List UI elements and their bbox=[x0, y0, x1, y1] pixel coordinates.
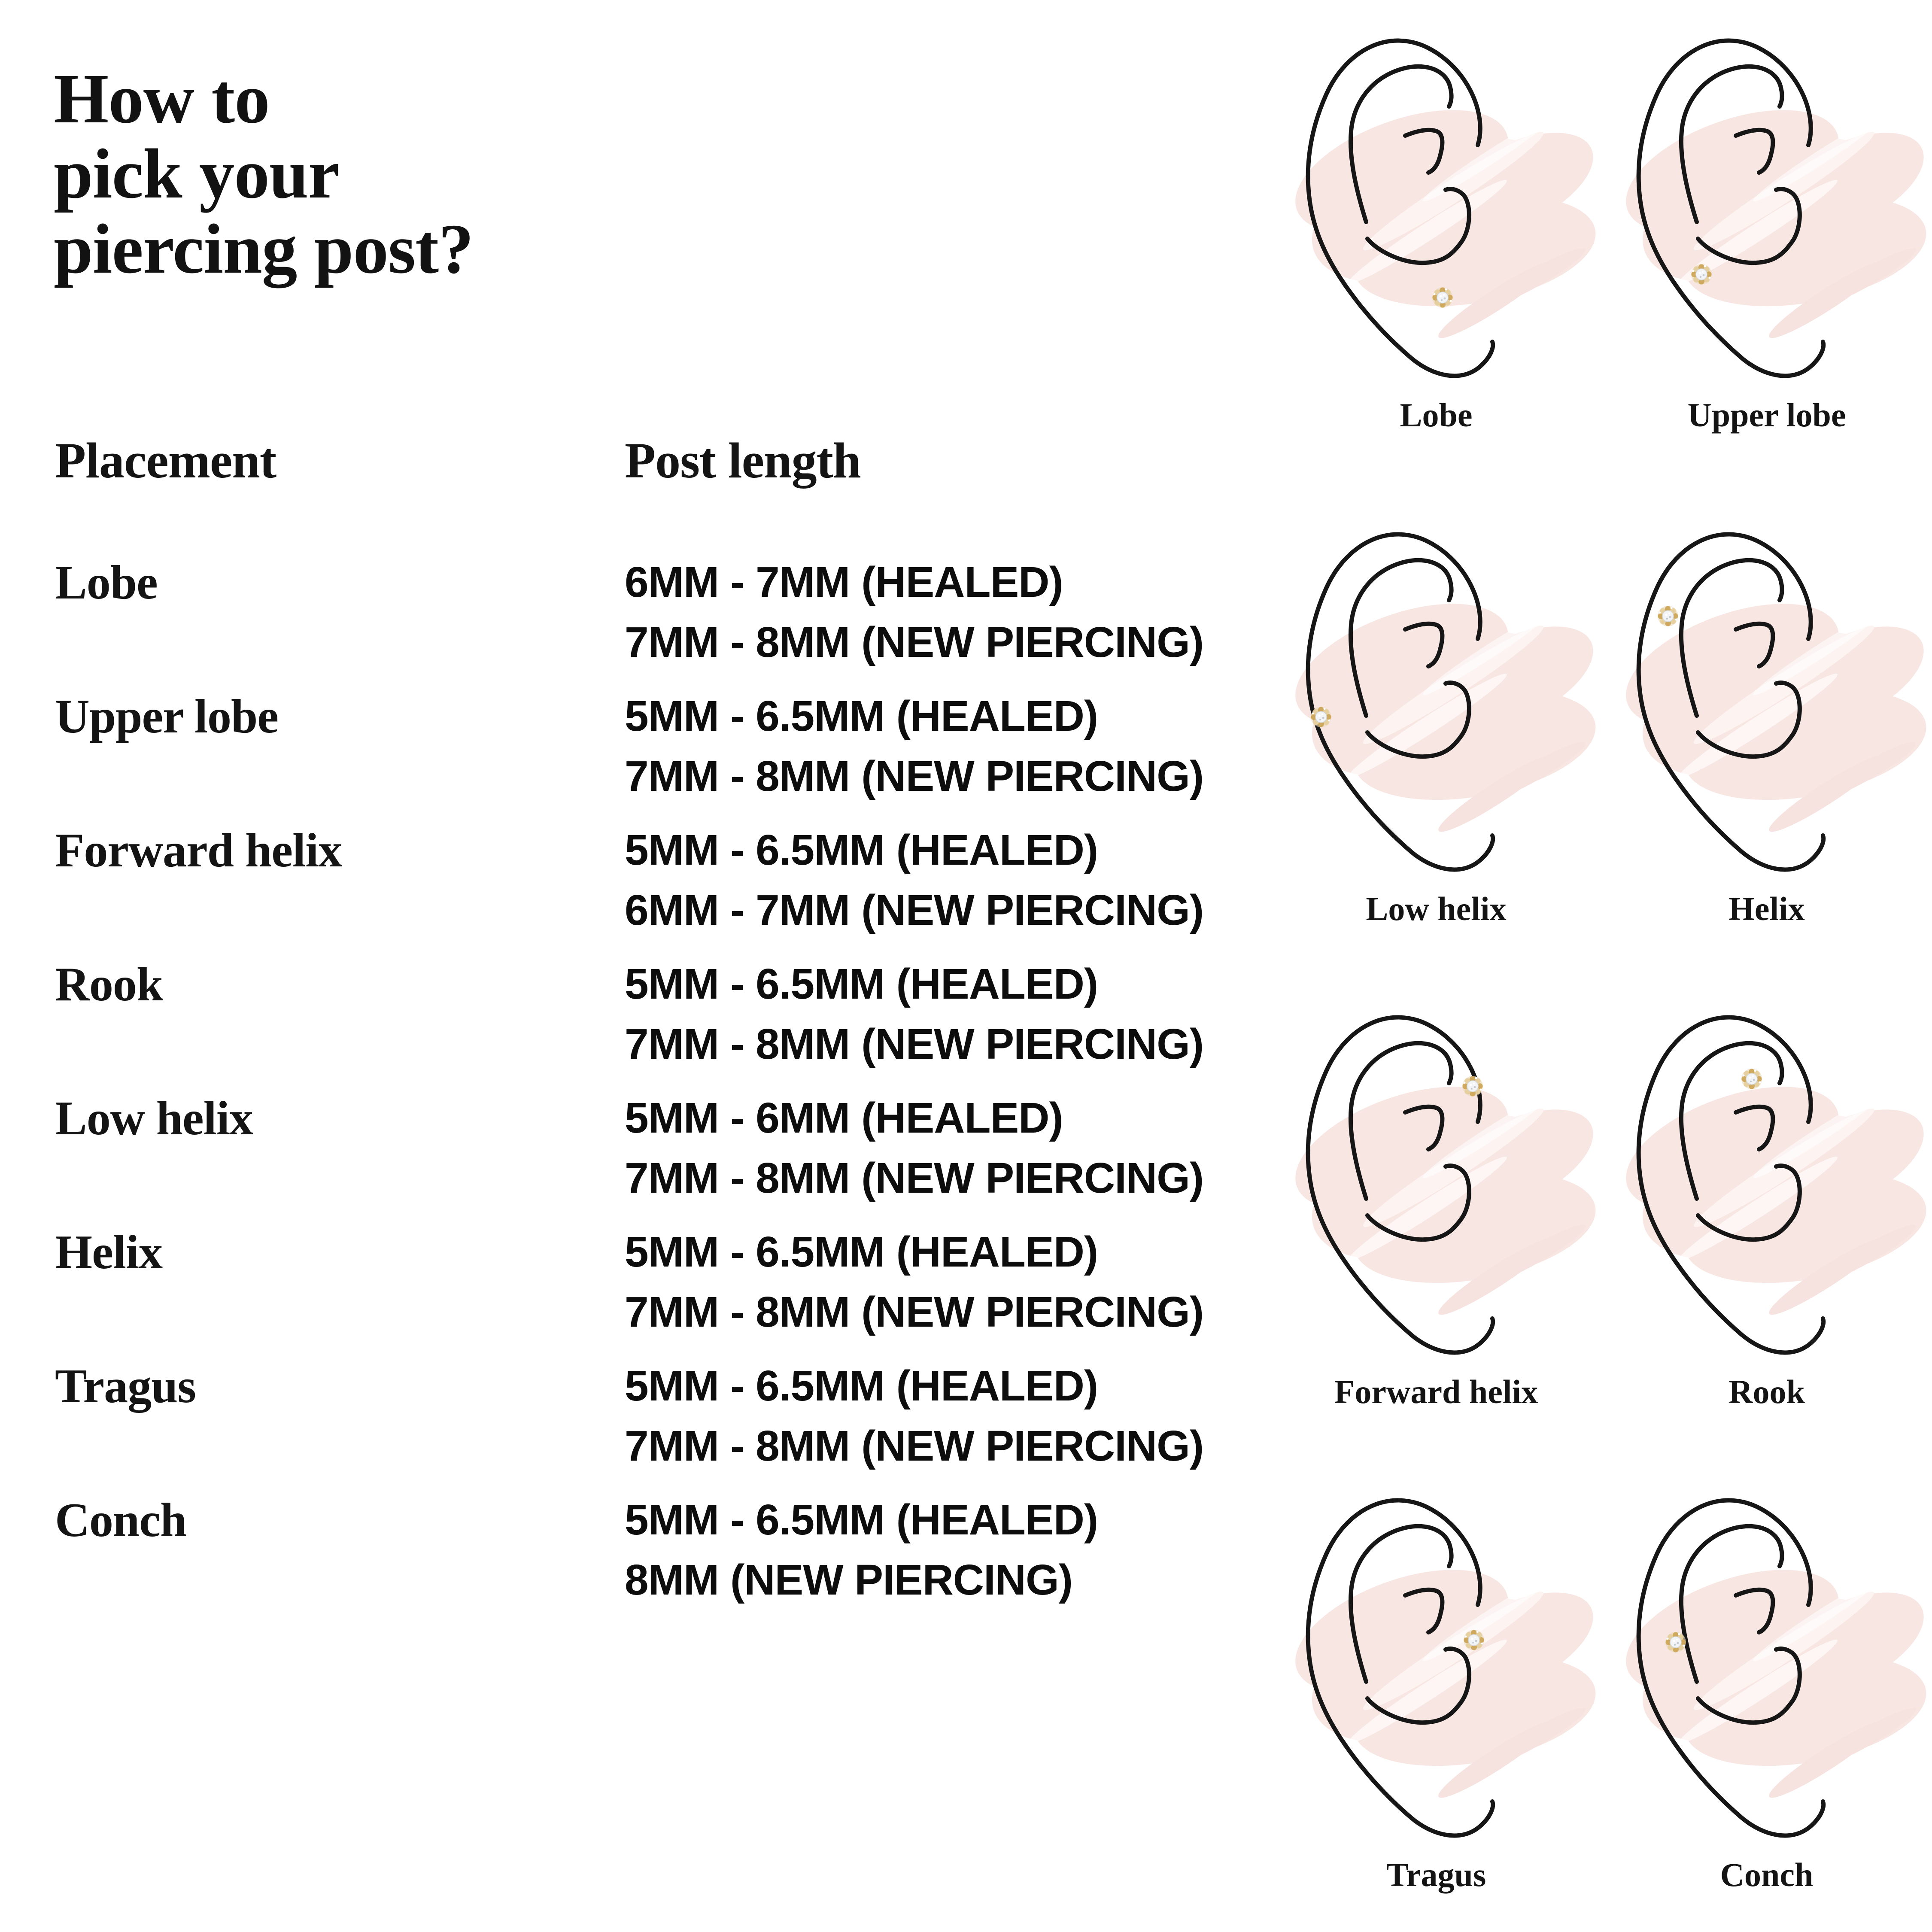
ear-diagram-label: Helix bbox=[1728, 890, 1805, 927]
placement-label: Tragus bbox=[55, 1360, 196, 1413]
ear-diagram-label: Conch bbox=[1720, 1856, 1814, 1893]
stud-icon bbox=[1464, 1630, 1484, 1650]
page-title-line: piercing post? bbox=[54, 210, 474, 288]
post-length-healed: 6MM - 7MM (HEALED) bbox=[625, 558, 1063, 606]
ear-diagram-label: Tragus bbox=[1386, 1856, 1486, 1893]
ear-diagram-label: Low helix bbox=[1366, 890, 1507, 927]
ear-illustration bbox=[1604, 30, 1930, 399]
ear-illustration bbox=[1604, 1490, 1930, 1859]
post-length-new-piercing: 6MM - 7MM (NEW PIERCING) bbox=[625, 886, 1204, 934]
post-length-new-piercing: 7MM - 8MM (NEW PIERCING) bbox=[625, 752, 1204, 800]
post-length-healed: 5MM - 6.5MM (HEALED) bbox=[625, 960, 1098, 1008]
post-length-new-piercing: 7MM - 8MM (NEW PIERCING) bbox=[625, 1422, 1204, 1470]
ear-diagram-label: Upper lobe bbox=[1687, 396, 1846, 434]
ear-diagram-cell bbox=[1601, 30, 1932, 472]
ear-diagram-label: Forward helix bbox=[1334, 1373, 1538, 1410]
column-header-post-length: Post length bbox=[625, 432, 861, 489]
ear-diagram-cell bbox=[1601, 1007, 1932, 1449]
ear-diagram-label: Lobe bbox=[1400, 396, 1473, 434]
ear-diagram-cell bbox=[1271, 524, 1601, 966]
placement-label: Helix bbox=[55, 1226, 163, 1279]
ear-illustration bbox=[1604, 1007, 1930, 1376]
post-length-values bbox=[625, 1222, 1203, 1342]
placement-label: Conch bbox=[55, 1494, 187, 1547]
post-length-healed: 5MM - 6.5MM (HEALED) bbox=[625, 826, 1098, 874]
post-length-healed: 5MM - 6.5MM (HEALED) bbox=[625, 1362, 1098, 1410]
placement-label: Forward helix bbox=[55, 824, 342, 877]
ear-diagram-cell bbox=[1601, 1490, 1932, 1932]
watercolor-blob bbox=[1610, 1545, 1930, 1805]
ear-diagram-cell bbox=[1271, 1007, 1601, 1449]
ear-illustration bbox=[1273, 524, 1599, 893]
stud-icon bbox=[1462, 1076, 1483, 1097]
stud-icon bbox=[1658, 606, 1678, 626]
ear-diagram-label: Rook bbox=[1728, 1373, 1805, 1410]
page-title-line: How to bbox=[54, 59, 270, 138]
post-length-healed: 5MM - 6.5MM (HEALED) bbox=[625, 1228, 1098, 1276]
post-length-values bbox=[625, 1088, 1203, 1208]
placement-label: Upper lobe bbox=[55, 690, 278, 743]
stud-icon bbox=[1741, 1069, 1762, 1089]
page-title bbox=[54, 61, 474, 286]
ear-diagram-cell bbox=[1601, 524, 1932, 966]
placement-label: Lobe bbox=[55, 556, 158, 609]
watercolor-blob bbox=[1610, 85, 1930, 346]
ear-diagram-cell bbox=[1271, 1490, 1601, 1932]
post-length-healed: 5MM - 6.5MM (HEALED) bbox=[625, 1496, 1098, 1544]
post-length-healed: 5MM - 6.5MM (HEALED) bbox=[625, 692, 1098, 740]
stud-icon bbox=[1311, 707, 1331, 727]
post-length-values bbox=[625, 1490, 1098, 1610]
stud-icon bbox=[1665, 1632, 1686, 1653]
post-length-new-piercing: 7MM - 8MM (NEW PIERCING) bbox=[625, 618, 1204, 666]
stud-icon bbox=[1432, 287, 1453, 308]
post-length-values bbox=[625, 686, 1203, 806]
ear-diagram-cell bbox=[1271, 30, 1601, 472]
post-length-new-piercing: 7MM - 8MM (NEW PIERCING) bbox=[625, 1154, 1204, 1202]
post-length-values bbox=[625, 552, 1203, 672]
watercolor-blob bbox=[1279, 1545, 1599, 1805]
post-length-new-piercing: 7MM - 8MM (NEW PIERCING) bbox=[625, 1020, 1204, 1068]
post-length-new-piercing: 8MM (NEW PIERCING) bbox=[625, 1556, 1073, 1604]
column-header-placement: Placement bbox=[55, 432, 276, 489]
post-length-healed: 5MM - 6MM (HEALED) bbox=[625, 1094, 1063, 1142]
ear-illustration bbox=[1604, 524, 1930, 893]
placement-label: Low helix bbox=[55, 1092, 253, 1145]
ear-illustration bbox=[1273, 1007, 1599, 1376]
post-length-new-piercing: 7MM - 8MM (NEW PIERCING) bbox=[625, 1288, 1204, 1336]
ear-illustration bbox=[1273, 1490, 1599, 1859]
watercolor-blob bbox=[1279, 1062, 1599, 1322]
watercolor-blob bbox=[1610, 1062, 1930, 1322]
placement-label: Rook bbox=[55, 958, 163, 1011]
post-length-values bbox=[625, 820, 1203, 940]
post-length-values bbox=[625, 1356, 1203, 1476]
ear-illustration bbox=[1273, 30, 1599, 399]
post-length-values bbox=[625, 954, 1203, 1074]
stud-icon bbox=[1691, 264, 1712, 285]
page-title-line: pick your bbox=[54, 134, 339, 213]
